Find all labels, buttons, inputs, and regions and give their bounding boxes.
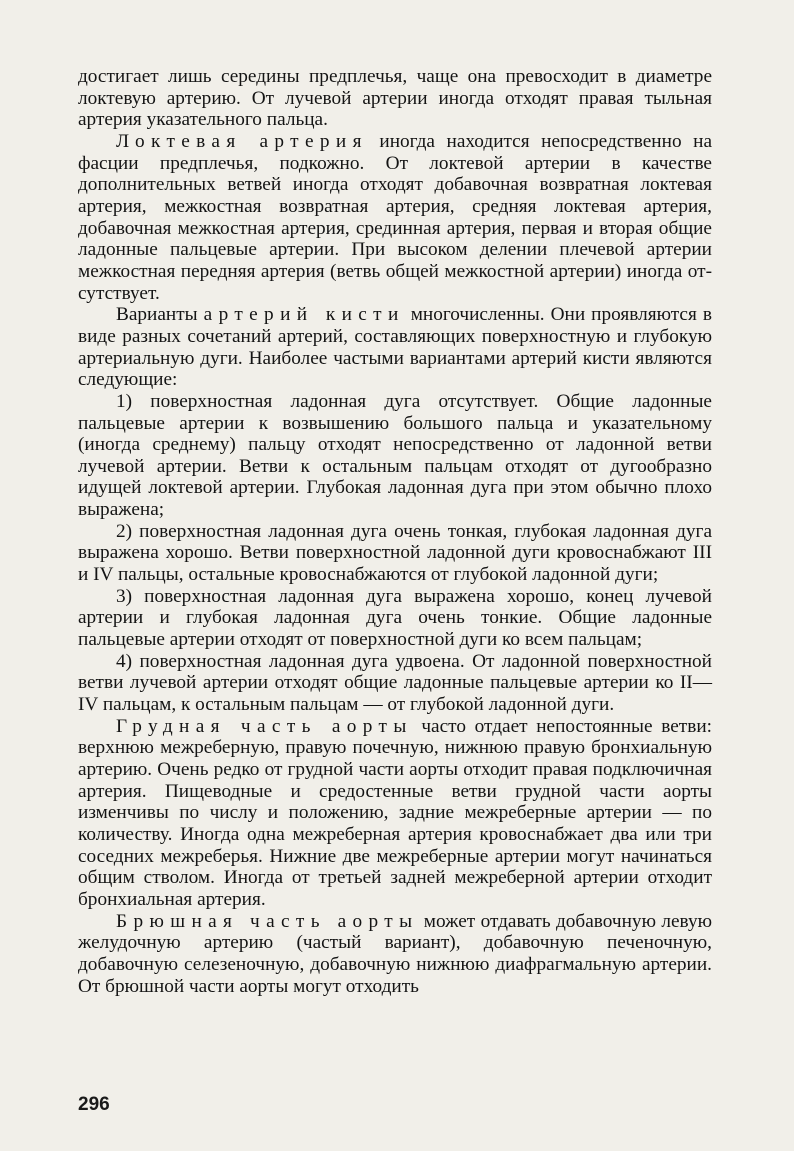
paragraph (78, 66, 712, 131)
paragraph (78, 391, 712, 521)
spaced-term: Локтевая артерия (116, 130, 368, 152)
page-number: 296 (78, 1094, 110, 1115)
text-run: многочисленны. Они проявляются в виде разных сочетаний артерий, составляющих поверхностную и глубокую артериальную дуги. Наиболее частыми вариантами артерий кисти являются следующие: (78, 304, 712, 391)
paragraph (78, 651, 712, 716)
text-run: 4) поверхностная ладонная дуга удвоена. От ладонной поверхностной ветви лучевой артерии отходят общие ладонные пальцевые артерии ко II—IV пальцам, к остальным пальцам — от глубокой ладонной дуги. (78, 650, 712, 716)
text-run: 3) поверхностная ладонная дуга выражена хорошо, конец лучевой артерии и глубокая ладонная дуга очень тонкие. Общие ладонные пальцевые артерии отходят от поверхностной дуги ко всем пальцам; (78, 585, 712, 651)
text-run: 1) поверхностная ладонная дуга отсутствует. Общие ладонные пальцевые артерии к возвышению большого пальца и указательному (иногда среднему) пальцу отходят непосредственно от ладонной ветви лучевой артерии. Ветви к остальным пальцам отходят от дугообразно идущей локтевой артерии. Глубокая ладонная дуга при этом обычно плохо выражена; (78, 390, 712, 521)
body-text (78, 66, 712, 997)
text-run: достигает лишь середины предплечья, чаще она превосходит в диаметре локтевую артерию. От лучевой артерии иногда отходят правая тыльная артерия указательного пальца. (78, 66, 712, 131)
text-run: 2) поверхностная ладонная дуга очень тонкая, глубокая ладонная дуга выражена хорошо. Ветви поверхностной ладонной дуги кровоснабжают III и IV пальцы, остальные кровоснабжаются от глубокой ладонной дуги; (78, 520, 712, 586)
spaced-term: Брюшная часть аорты (116, 910, 419, 932)
text-run: часто отдает непостоянные ветви: верхнюю межреберную, правую почечную, нижнюю правую бронхиальную артерию. Очень редко от грудной части аорты отходит правая подключичная артерия. Пищеводные и средостенные ветви грудной части аорты изменчивы по числу и положению, задние межреберные артерии — по количеству. Иногда одна межреберная артерия кровоснабжает два или три соседних межреберья. Нижние две межреберные артерии могут начинаться общим стволом. Иногда от третьей задней межреберной артерии отходит бронхиальная артерия. (78, 715, 712, 910)
text-run: может отдавать добавочную левую желудочную артерию (частый вариант), добавочную печеночную, добавочную селезеночную, добавочную нижнюю диафрагмальную артерии. От брюшной части аорты могут отходить (78, 910, 712, 997)
spaced-term: артерий кисти (203, 304, 405, 326)
spaced-term: Грудная часть аорты (116, 715, 413, 737)
text-run: Варианты (116, 304, 204, 326)
paragraph (78, 521, 712, 586)
paragraph (78, 304, 712, 391)
paragraph (78, 586, 712, 651)
paragraph (78, 911, 712, 998)
paragraph (78, 131, 712, 304)
paragraph (78, 716, 712, 911)
text-run: иногда находится непосредственно на фасции предплечья, подкожно. От локтевой артерии в качестве дополнительных ветвей иногда отходят добавочная возвратная локтевая артерия, межкостная возвратная артерия, средняя локтевая артерия, добавочная межкостная артерия, срединная артерия, первая и вторая общие ладонные пальцевые артерии. При высоком делении плечевой артерии межкостная передняя артерия (ветвь общей межкостной артерии) иногда отсутствует. (78, 130, 713, 304)
